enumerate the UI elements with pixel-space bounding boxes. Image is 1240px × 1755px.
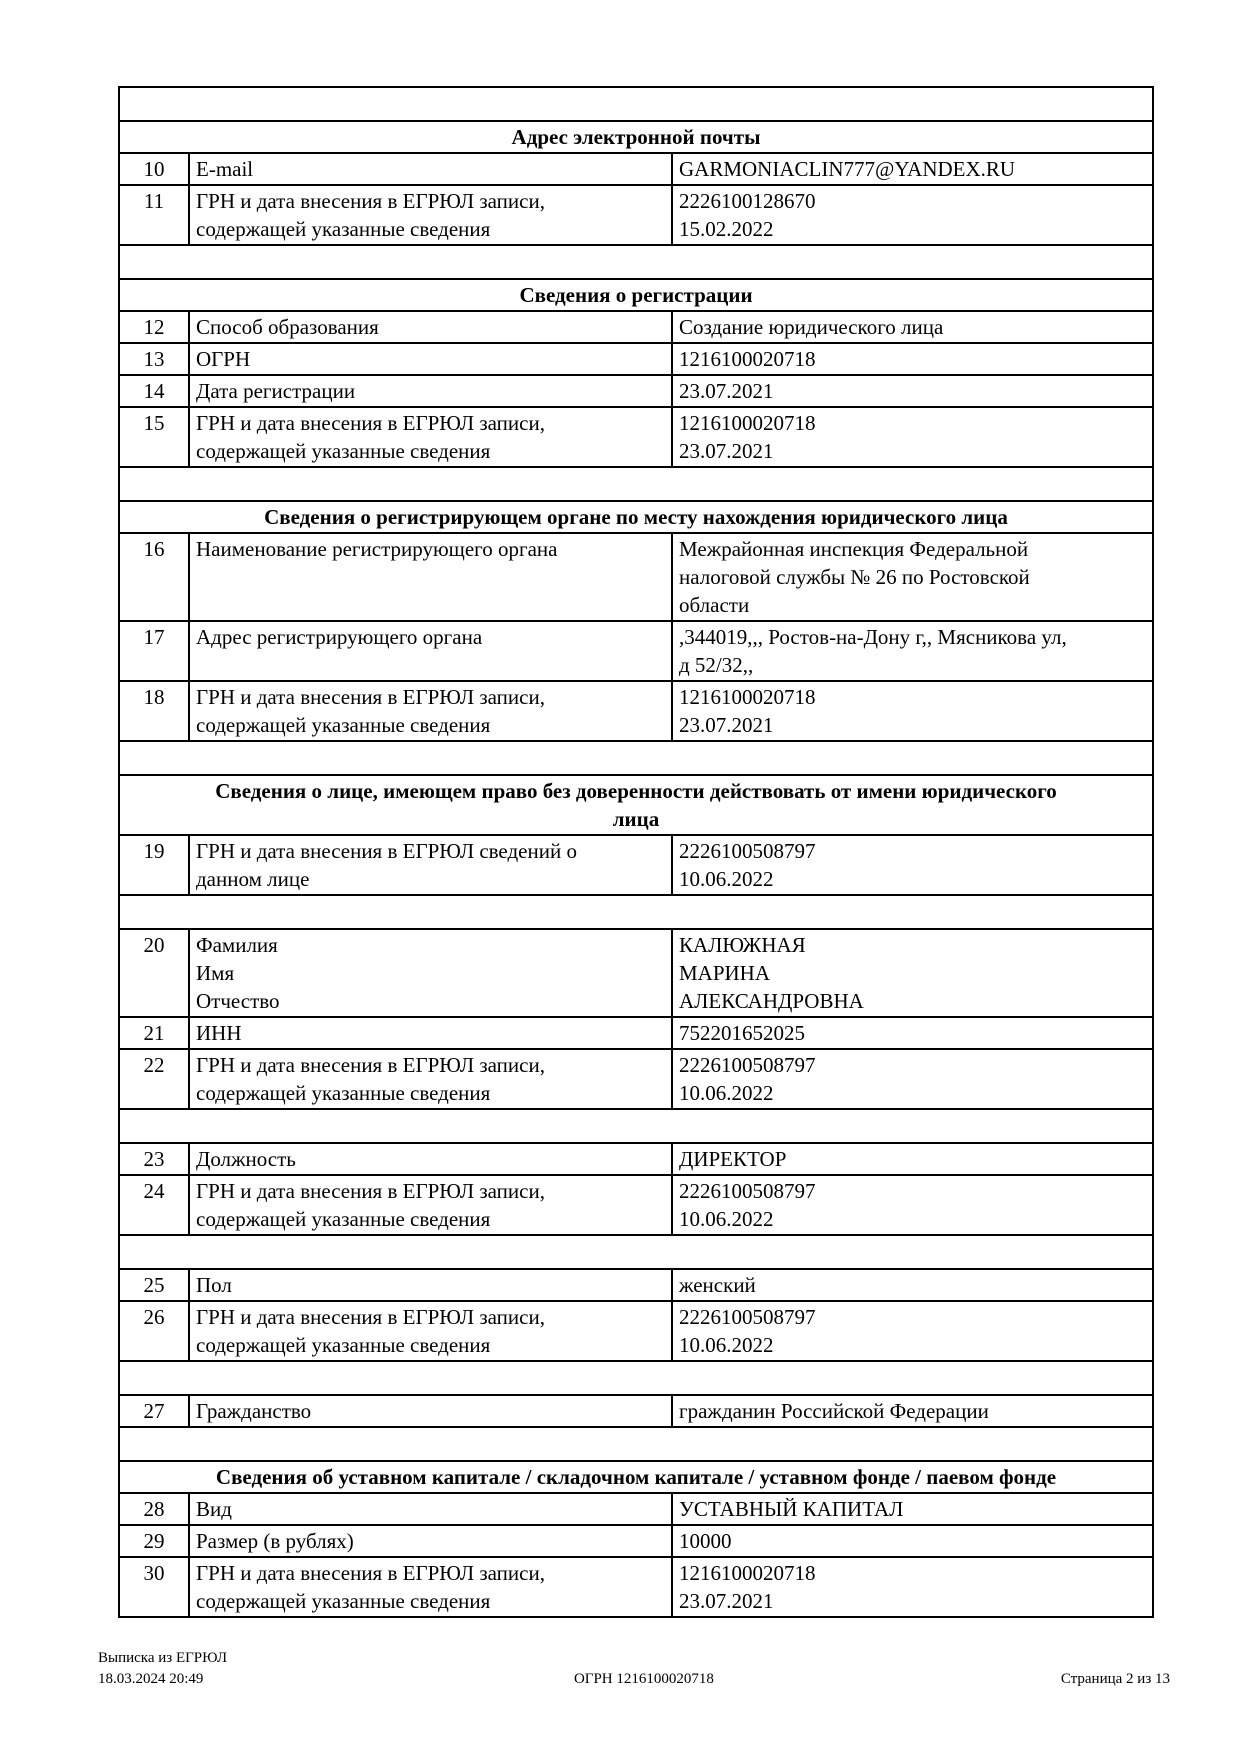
spacer-row (119, 467, 1153, 501)
table-row (119, 1395, 1153, 1427)
cell-text-line: содержащей указанные сведения (196, 217, 491, 241)
cell-text-line: Создание юридического лица (679, 315, 944, 339)
cell-text-line: Имя (196, 961, 235, 985)
spacer-row (119, 87, 1153, 121)
section-header (119, 121, 1153, 153)
section-header-row (119, 1461, 1153, 1493)
cell-text-line: 2226100508797 (679, 1179, 816, 1203)
cell-text-line: ГРН и дата внесения в ЕГРЮЛ записи, (196, 1305, 545, 1329)
cell-text-line: содержащей указанные сведения (196, 1589, 491, 1613)
row-value-cell (672, 343, 1153, 375)
footer-ogrn: ОГРН 1216100020718 (573, 1671, 714, 1687)
cell-text-line: 2226100508797 (679, 1305, 816, 1329)
cell-text-line: 1216100020718 (679, 347, 816, 371)
footer-doc-type: Выписка из ЕГРЮЛ (98, 1650, 227, 1666)
row-value-cell (672, 621, 1153, 681)
row-value-cell (672, 1049, 1153, 1109)
cell-text-line: 1216100020718 (679, 1561, 816, 1585)
cell-text-line: 2226100508797 (679, 839, 816, 863)
row-label-cell (189, 1049, 672, 1109)
row-number-cell: 26 (119, 1301, 189, 1361)
row-label-cell (189, 621, 672, 681)
row-label-cell (189, 1301, 672, 1361)
row-number-cell: 22 (119, 1049, 189, 1109)
row-number-cell: 20 (119, 929, 189, 1017)
cell-text-line: Отчество (196, 989, 280, 1013)
cell-text-line: содержащей указанные сведения (196, 1207, 491, 1231)
spacer-cell (119, 1361, 1153, 1395)
cell-text-line: 10000 (679, 1529, 732, 1553)
cell-text-line: ДИРЕКТОР (679, 1147, 787, 1171)
row-value-cell (672, 1017, 1153, 1049)
table-row (119, 311, 1153, 343)
section-header-line: Сведения об уставном капитале / складочном капитале / уставном фонде / паевом фонде (215, 1465, 1057, 1489)
cell-text-line: 10.06.2022 (679, 1081, 774, 1105)
spacer-row (119, 245, 1153, 279)
row-label-cell (189, 1493, 672, 1525)
cell-text-line: 10.06.2022 (679, 1333, 774, 1357)
table-row (119, 1557, 1153, 1617)
cell-text-line: ОГРН (196, 347, 251, 371)
section-header (119, 1461, 1153, 1493)
row-value-cell (672, 185, 1153, 245)
table-row (119, 1269, 1153, 1301)
cell-text-line: ГРН и дата внесения в ЕГРЮЛ записи, (196, 685, 545, 709)
cell-text-line: содержащей указанные сведения (196, 1081, 491, 1105)
cell-text-line: ИНН (196, 1021, 242, 1045)
cell-text-line: E-mail (196, 157, 254, 181)
section-header-line: лица (612, 807, 660, 831)
cell-text-line: области (679, 593, 750, 617)
row-value-cell (672, 1269, 1153, 1301)
cell-text-line: 2226100508797 (679, 1053, 816, 1077)
footer-doc-info (98, 1648, 227, 1690)
table-row (119, 153, 1153, 185)
cell-text-line: 10.06.2022 (679, 1207, 774, 1231)
row-label-cell (189, 375, 672, 407)
row-value-cell (672, 1525, 1153, 1557)
spacer-cell (119, 467, 1153, 501)
row-number-cell: 27 (119, 1395, 189, 1427)
cell-text-line: 23.07.2021 (679, 379, 774, 403)
cell-text-line: содержащей указанные сведения (196, 1333, 491, 1357)
table-row (119, 1525, 1153, 1557)
row-value-cell (672, 835, 1153, 895)
row-number-cell: 25 (119, 1269, 189, 1301)
row-value-cell (672, 1493, 1153, 1525)
row-number-cell: 28 (119, 1493, 189, 1525)
egrul-extract-table (118, 86, 1154, 1618)
spacer-cell (119, 1427, 1153, 1461)
footer-datetime: 18.03.2024 20:49 (98, 1671, 204, 1687)
section-header-row (119, 121, 1153, 153)
cell-text-line: Фамилия (196, 933, 278, 957)
row-number-cell: 19 (119, 835, 189, 895)
spacer-cell (119, 245, 1153, 279)
cell-text-line: ГРН и дата внесения в ЕГРЮЛ записи, (196, 1179, 545, 1203)
row-label-cell (189, 1143, 672, 1175)
row-label-cell (189, 153, 672, 185)
spacer-cell (119, 1109, 1153, 1143)
row-value-cell (672, 1395, 1153, 1427)
section-header-line: Сведения о лице, имеющем право без доверенности действовать от имени юридического (215, 779, 1057, 803)
section-header-row (119, 279, 1153, 311)
row-label-cell (189, 311, 672, 343)
table-row (119, 621, 1153, 681)
cell-text-line: АЛЕКСАНДРОВНА (679, 989, 864, 1013)
row-value-cell (672, 533, 1153, 621)
table-row (119, 1017, 1153, 1049)
table-row (119, 185, 1153, 245)
row-number-cell: 21 (119, 1017, 189, 1049)
row-number-cell: 14 (119, 375, 189, 407)
footer-page-number: Страница 2 из 13 (1060, 1671, 1170, 1687)
cell-text-line: 15.02.2022 (679, 217, 774, 241)
cell-text-line: 2226100128670 (679, 189, 816, 213)
spacer-row (119, 895, 1153, 929)
cell-text-line: УСТАВНЫЙ КАПИТАЛ (679, 1497, 904, 1521)
cell-text-line: Межрайонная инспекция Федеральной (679, 537, 1029, 561)
row-value-cell (672, 311, 1153, 343)
section-header (119, 501, 1153, 533)
row-label-cell (189, 1269, 672, 1301)
table-row (119, 533, 1153, 621)
cell-text-line: ГРН и дата внесения в ЕГРЮЛ сведений о (196, 839, 577, 863)
cell-text-line: ,344019,,, Ростов-на-Дону г,, Мясникова ул, (679, 625, 1067, 649)
section-header-row (119, 501, 1153, 533)
table-row (119, 1301, 1153, 1361)
cell-text-line: 1216100020718 (679, 411, 816, 435)
row-label-cell (189, 533, 672, 621)
row-value-cell (672, 929, 1153, 1017)
cell-text-line: Гражданство (196, 1399, 312, 1423)
row-value-cell (672, 1301, 1153, 1361)
row-number-cell: 11 (119, 185, 189, 245)
table-row (119, 1175, 1153, 1235)
cell-text-line: налоговой службы № 26 по Ростовской (679, 565, 1030, 589)
section-header (119, 279, 1153, 311)
row-label-cell (189, 1525, 672, 1557)
section-header-line: Сведения о регистрации (519, 283, 753, 307)
cell-text-line: содержащей указанные сведения (196, 439, 491, 463)
cell-text-line: 23.07.2021 (679, 439, 774, 463)
cell-text-line: ГРН и дата внесения в ЕГРЮЛ записи, (196, 411, 545, 435)
cell-text-line: гражданин Российской Федерации (679, 1399, 989, 1423)
cell-text-line: Способ образования (196, 315, 379, 339)
row-label-cell (189, 185, 672, 245)
page-footer (98, 1648, 1170, 1690)
cell-text-line: GARMONIACLIN777@YANDEX.RU (679, 157, 1016, 181)
section-header-line: Сведения о регистрирующем органе по месту нахождения юридического лица (264, 505, 1008, 529)
row-label-cell (189, 1395, 672, 1427)
row-number-cell: 17 (119, 621, 189, 681)
cell-text-line: Вид (196, 1497, 232, 1521)
cell-text-line: Дата регистрации (196, 379, 356, 403)
row-number-cell: 18 (119, 681, 189, 741)
row-value-cell (672, 681, 1153, 741)
section-header-line: Адрес электронной почты (511, 125, 761, 149)
spacer-row (119, 1427, 1153, 1461)
cell-text-line: 752201652025 (679, 1021, 805, 1045)
cell-text-line: ГРН и дата внесения в ЕГРЮЛ записи, (196, 1053, 545, 1077)
row-label-cell (189, 343, 672, 375)
cell-text-line: Должность (196, 1147, 296, 1171)
spacer-cell (119, 895, 1153, 929)
row-number-cell: 15 (119, 407, 189, 467)
table-row (119, 1493, 1153, 1525)
table-row (119, 1143, 1153, 1175)
cell-text-line: содержащей указанные сведения (196, 713, 491, 737)
row-number-cell: 13 (119, 343, 189, 375)
table-row (119, 835, 1153, 895)
table-row (119, 407, 1153, 467)
cell-text-line: ГРН и дата внесения в ЕГРЮЛ записи, (196, 1561, 545, 1585)
row-number-cell: 24 (119, 1175, 189, 1235)
spacer-cell (119, 87, 1153, 121)
cell-text-line: 23.07.2021 (679, 713, 774, 737)
row-value-cell (672, 375, 1153, 407)
row-label-cell (189, 1557, 672, 1617)
cell-text-line: МАРИНА (679, 961, 771, 985)
spacer-row (119, 1109, 1153, 1143)
row-value-cell (672, 153, 1153, 185)
row-number-cell: 29 (119, 1525, 189, 1557)
table-row (119, 343, 1153, 375)
cell-text-line: 1216100020718 (679, 685, 816, 709)
spacer-row (119, 1361, 1153, 1395)
row-label-cell (189, 681, 672, 741)
cell-text-line: данном лице (196, 867, 310, 891)
cell-text-line: Пол (196, 1273, 232, 1297)
table-row (119, 929, 1153, 1017)
cell-text-line: КАЛЮЖНАЯ (679, 933, 806, 957)
spacer-row (119, 1235, 1153, 1269)
cell-text-line: женский (679, 1273, 756, 1297)
spacer-cell (119, 741, 1153, 775)
row-value-cell (672, 1175, 1153, 1235)
row-number-cell: 12 (119, 311, 189, 343)
spacer-cell (119, 1235, 1153, 1269)
section-header (119, 775, 1153, 835)
row-number-cell: 30 (119, 1557, 189, 1617)
cell-text-line: 23.07.2021 (679, 1589, 774, 1613)
spacer-row (119, 741, 1153, 775)
table-row (119, 681, 1153, 741)
cell-text-line: Адрес регистрирующего органа (196, 625, 483, 649)
row-number-cell: 10 (119, 153, 189, 185)
cell-text-line: Размер (в рублях) (196, 1529, 354, 1553)
row-label-cell (189, 1175, 672, 1235)
row-label-cell (189, 1017, 672, 1049)
row-label-cell (189, 929, 672, 1017)
row-value-cell (672, 407, 1153, 467)
row-number-cell: 16 (119, 533, 189, 621)
section-header-row (119, 775, 1153, 835)
row-label-cell (189, 407, 672, 467)
row-number-cell: 23 (119, 1143, 189, 1175)
cell-text-line: ГРН и дата внесения в ЕГРЮЛ записи, (196, 189, 545, 213)
table-row (119, 1049, 1153, 1109)
cell-text-line: д 52/32,, (679, 653, 754, 677)
row-label-cell (189, 835, 672, 895)
cell-text-line: Наименование регистрирующего органа (196, 537, 558, 561)
row-value-cell (672, 1143, 1153, 1175)
row-value-cell (672, 1557, 1153, 1617)
cell-text-line: 10.06.2022 (679, 867, 774, 891)
table-row (119, 375, 1153, 407)
